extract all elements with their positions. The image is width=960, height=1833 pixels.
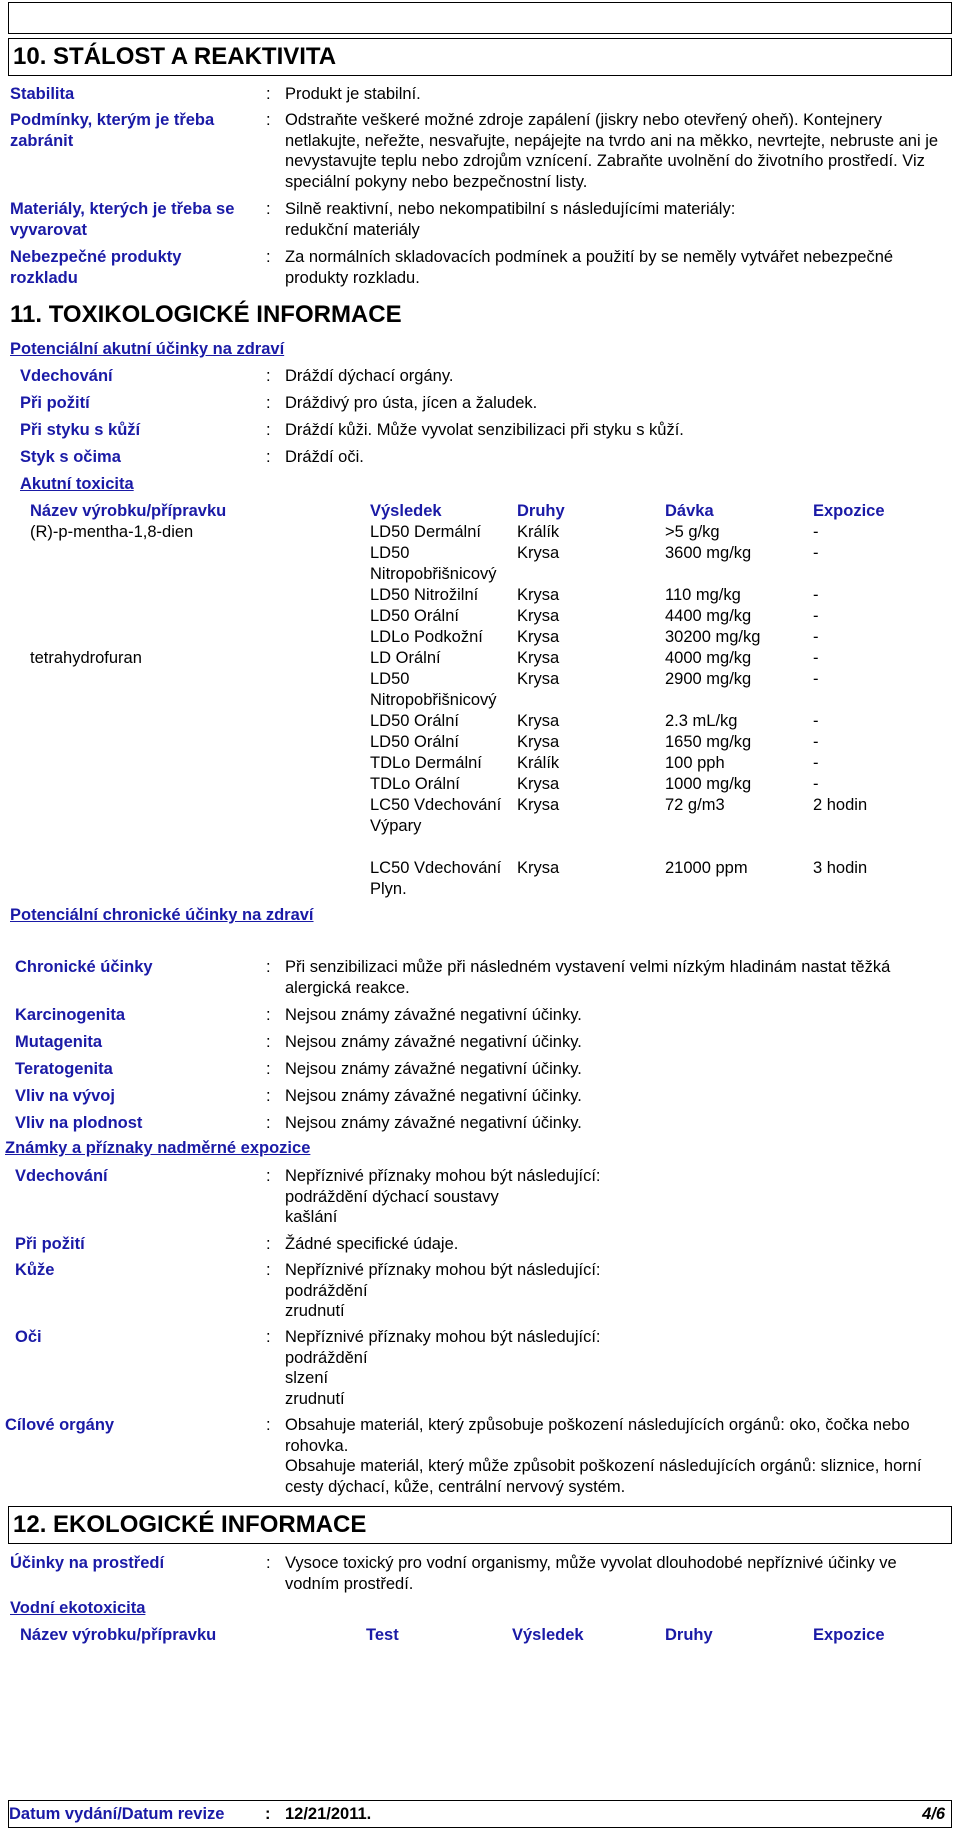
tox-cell-exposure: - xyxy=(813,733,819,751)
tox-cell-species: Krysa xyxy=(517,775,560,793)
value-nebezpecne: Za normálních skladovacích podmínek a použití by se neměly vytvářet nebezpečné produkty rozkladu. xyxy=(285,248,894,287)
chronic-heading: Potenciální chronické účinky na zdraví xyxy=(10,906,314,924)
section-11-title: 11. TOXIKOLOGICKÉ INFORMACE xyxy=(10,301,402,328)
acute-heading: Potenciální akutní účinky na zdraví xyxy=(10,340,285,358)
chronic-label: Mutagenita xyxy=(15,1033,103,1051)
colon: : xyxy=(266,1033,271,1051)
tox-cell-exposure: - xyxy=(813,544,819,562)
tox-cell-result: LD50 Orální xyxy=(370,733,459,751)
tox-cell-result: LD50 Orální xyxy=(370,712,459,730)
value-podminky: Odstraňte veškeré možné zdroje zapálení (jiskry nebo otevřený oheň). Kontejnery netlakujte, neřežte, nesvařujte, nepájejte na tvrdo ani na měkko, nevrtejte, nebruste ani je nevystavujte teplu nebo zdrojům vznícení. Zabraňte uvolnění do životního prostředí. Viz speciální pokyny nebo bezpečnostní listy. xyxy=(285,111,939,191)
tox-cell-dose: 4400 mg/kg xyxy=(665,607,752,625)
section-10-title: 10. STÁLOST A REAKTIVITA xyxy=(8,38,952,76)
label-materialy: Materiály, kterých je třeba se vyvarovat xyxy=(10,200,235,239)
signs-line: Žádné specifické údaje. xyxy=(285,1235,459,1253)
colon: : xyxy=(266,1114,271,1132)
colon: : xyxy=(266,1261,271,1279)
colon: : xyxy=(266,111,271,129)
acute-label: Při požití xyxy=(20,394,90,412)
tox-cell-dose: 30200 mg/kg xyxy=(665,628,761,646)
tox-cell-species: Krysa xyxy=(517,628,560,646)
aquatic-heading: Vodní ekotoxicita xyxy=(10,1599,146,1617)
section-12-title: 12. EKOLOGICKÉ INFORMACE xyxy=(8,1506,952,1544)
acute-value: Dráždivý pro ústa, jícen a žaludek. xyxy=(285,394,538,412)
colon: : xyxy=(266,1006,271,1024)
tox-col-result: Výsledek xyxy=(370,502,442,520)
label-podminky: Podmínky, kterým je třeba zabránit xyxy=(10,111,215,150)
target-organs-line: Obsahuje materiál, který může způsobit poškození následujících orgánů: sliznice, horní cesty dýchací, kůže, centrální nervový systém. xyxy=(285,1457,922,1496)
tox-cell-result: TDLo Orální xyxy=(370,775,460,793)
aquatic-col-species: Druhy xyxy=(665,1626,713,1644)
signs-line: podráždění xyxy=(285,1348,368,1367)
target-organs-value xyxy=(285,1415,945,1497)
tox-cell-exposure: - xyxy=(813,523,819,541)
signs-line: podráždění xyxy=(285,1281,368,1300)
tox-cell-species: Krysa xyxy=(517,649,560,667)
acute-value: Dráždí kůži. Může vyvolat senzibilizaci při styku s kůží. xyxy=(285,421,684,439)
value-materialy: Silně reaktivní, nebo nekompatibilní s následujícími materiály: redukční materiály xyxy=(285,200,736,239)
tox-cell-exposure: 3 hodin xyxy=(813,859,868,877)
tox-col-product: Název výrobku/přípravku xyxy=(30,502,227,520)
env-effects-value: Vysoce toxický pro vodní organismy, může vyvolat dlouhodobé nepříznivé účinky ve vodním prostředí. xyxy=(285,1554,897,1593)
tox-heading: Akutní toxicita xyxy=(20,475,134,493)
tox-cell-exposure: - xyxy=(813,670,819,688)
target-organs-line: Obsahuje materiál, který způsobuje poškození následujících orgánů: oko, čočka nebo rohovka. xyxy=(285,1416,910,1455)
chronic-label: Vliv na plodnost xyxy=(15,1114,143,1132)
tox-cell-exposure: - xyxy=(813,754,819,772)
acute-value: Dráždí dýchací orgány. xyxy=(285,367,454,385)
label-stabilita: Stabilita xyxy=(10,85,75,103)
tox-cell-dose: 4000 mg/kg xyxy=(665,649,752,667)
tox-cell-product: (R)-p-mentha-1,8-dien xyxy=(30,523,194,541)
chronic-value: Nejsou známy závažné negativní účinky. xyxy=(285,1087,582,1105)
env-effects-label: Účinky na prostředí xyxy=(10,1554,165,1572)
header-box xyxy=(8,2,952,34)
signs-line: kašlání xyxy=(285,1208,338,1226)
tox-col-species: Druhy xyxy=(517,502,565,520)
signs-line: slzení xyxy=(285,1369,329,1387)
tox-cell-result: LD50 Orální xyxy=(370,607,459,625)
chronic-label: Karcinogenita xyxy=(15,1006,126,1024)
colon: : xyxy=(266,1167,271,1185)
tox-cell-dose: 72 g/m3 xyxy=(665,796,725,814)
colon: : xyxy=(266,1087,271,1105)
chronic-label: Chronické účinky xyxy=(15,958,153,976)
colon: : xyxy=(266,1235,271,1253)
chronic-label: Vliv na vývoj xyxy=(15,1087,115,1105)
tox-cell-species: Krysa xyxy=(517,607,560,625)
tox-cell-result: LD Orální xyxy=(370,649,441,667)
colon: : xyxy=(266,1328,271,1346)
tox-cell-dose: 2.3 mL/kg xyxy=(665,712,738,730)
signs-label: Při požití xyxy=(15,1235,85,1253)
tox-cell-dose: 1650 mg/kg xyxy=(665,733,752,751)
colon: : xyxy=(266,958,271,976)
signs-line: zrudnutí xyxy=(285,1302,345,1320)
tox-cell-species: Krysa xyxy=(517,712,560,730)
aquatic-col-test: Test xyxy=(366,1626,399,1644)
acute-label: Při styku s kůží xyxy=(20,421,141,439)
tox-cell-dose: >5 g/kg xyxy=(665,523,720,541)
tox-cell-result: LC50 Vdechování Výpary xyxy=(370,796,502,835)
signs-value xyxy=(285,1327,945,1409)
aquatic-col-result: Výsledek xyxy=(512,1626,584,1644)
tox-cell-result: LDLo Podkožní xyxy=(370,628,483,646)
tox-cell-dose: 110 mg/kg xyxy=(665,586,741,604)
colon: : xyxy=(266,448,271,466)
footer-colon: : xyxy=(265,1805,271,1823)
tox-cell-species: Krysa xyxy=(517,796,560,814)
signs-value xyxy=(285,1260,945,1322)
tox-cell-species: Krysa xyxy=(517,586,560,604)
tox-cell-result: LD50 Nitropobřišnicový xyxy=(370,544,497,583)
tox-cell-species: Krysa xyxy=(517,733,560,751)
colon: : xyxy=(266,248,271,266)
tox-cell-exposure: - xyxy=(813,628,819,646)
colon: : xyxy=(266,394,271,412)
tox-cell-result: TDLo Dermální xyxy=(370,754,482,772)
colon: : xyxy=(266,421,271,439)
tox-cell-dose: 3600 mg/kg xyxy=(665,544,752,562)
chronic-value: Při senzibilizaci může při následném vystavení velmi nízkým hladinám nastat těžká alergická reakce. xyxy=(285,958,891,997)
colon: : xyxy=(266,1060,271,1078)
signs-line: podráždění dýchací soustavy xyxy=(285,1187,499,1206)
signs-value xyxy=(285,1234,945,1255)
label-nebezpecne: Nebezpečné produkty rozkladu xyxy=(10,248,182,287)
acute-label: Vdechování xyxy=(20,367,113,385)
tox-cell-dose: 2900 mg/kg xyxy=(665,670,752,688)
colon: : xyxy=(266,200,271,218)
chronic-value: Nejsou známy závažné negativní účinky. xyxy=(285,1006,582,1024)
signs-heading: Známky a příznaky nadměrné expozice xyxy=(5,1139,311,1157)
tox-cell-product: tetrahydrofuran xyxy=(30,649,142,667)
tox-cell-exposure: - xyxy=(813,607,819,625)
tox-cell-exposure: 2 hodin xyxy=(813,796,868,814)
colon: : xyxy=(266,367,271,385)
aquatic-col-product: Název výrobku/přípravku xyxy=(20,1626,217,1644)
value-stabilita: Produkt je stabilní. xyxy=(285,85,421,103)
signs-line: Nepříznivé příznaky mohou být následující: xyxy=(285,1261,601,1279)
tox-cell-result: LD50 Dermální xyxy=(370,523,481,541)
tox-cell-dose: 100 pph xyxy=(665,754,725,772)
tox-cell-result: LD50 Nitropobřišnicový xyxy=(370,670,497,709)
colon: : xyxy=(266,1554,271,1572)
chronic-value: Nejsou známy závažné negativní účinky. xyxy=(285,1033,582,1051)
tox-cell-exposure: - xyxy=(813,775,819,793)
chronic-value: Nejsou známy závažné negativní účinky. xyxy=(285,1114,582,1132)
signs-line: zrudnutí xyxy=(285,1389,345,1408)
tox-cell-exposure: - xyxy=(813,649,819,667)
signs-line: Nepříznivé příznaky mohou být následující: xyxy=(285,1328,601,1346)
colon: : xyxy=(266,1416,271,1434)
chronic-value: Nejsou známy závažné negativní účinky. xyxy=(285,1060,582,1078)
acute-label: Styk s očima xyxy=(20,448,121,466)
chronic-label: Teratogenita xyxy=(15,1060,113,1078)
signs-label: Oči xyxy=(15,1328,42,1346)
signs-line: Nepříznivé příznaky mohou být následující: xyxy=(285,1167,601,1185)
tox-cell-dose: 21000 ppm xyxy=(665,859,748,877)
signs-value xyxy=(285,1166,945,1228)
acute-value: Dráždí oči. xyxy=(285,448,364,466)
tox-cell-exposure: - xyxy=(813,586,819,604)
tox-cell-species: Krysa xyxy=(517,544,560,562)
tox-cell-exposure: - xyxy=(813,712,819,730)
tox-cell-species: Králík xyxy=(517,523,560,541)
tox-col-dose: Dávka xyxy=(665,502,714,520)
tox-cell-species: Králík xyxy=(517,754,560,772)
tox-cell-result: LD50 Nitrožilní xyxy=(370,586,479,604)
footer xyxy=(8,1800,952,1828)
tox-cell-result: LC50 Vdechování Plyn. xyxy=(370,859,502,898)
signs-label: Vdechování xyxy=(15,1167,108,1185)
tox-cell-species: Krysa xyxy=(517,670,560,688)
target-organs-label: Cílové orgány xyxy=(5,1416,115,1434)
aquatic-col-exposure: Expozice xyxy=(813,1626,885,1644)
footer-date: 12/21/2011. xyxy=(285,1805,372,1823)
signs-label: Kůže xyxy=(15,1261,55,1279)
footer-page-number: 4/6 xyxy=(922,1805,945,1823)
colon: : xyxy=(266,85,271,103)
tox-col-exposure: Expozice xyxy=(813,502,885,520)
tox-cell-species: Krysa xyxy=(517,859,560,877)
footer-date-label: Datum vydání/Datum revize xyxy=(9,1805,225,1823)
tox-cell-dose: 1000 mg/kg xyxy=(665,775,752,793)
